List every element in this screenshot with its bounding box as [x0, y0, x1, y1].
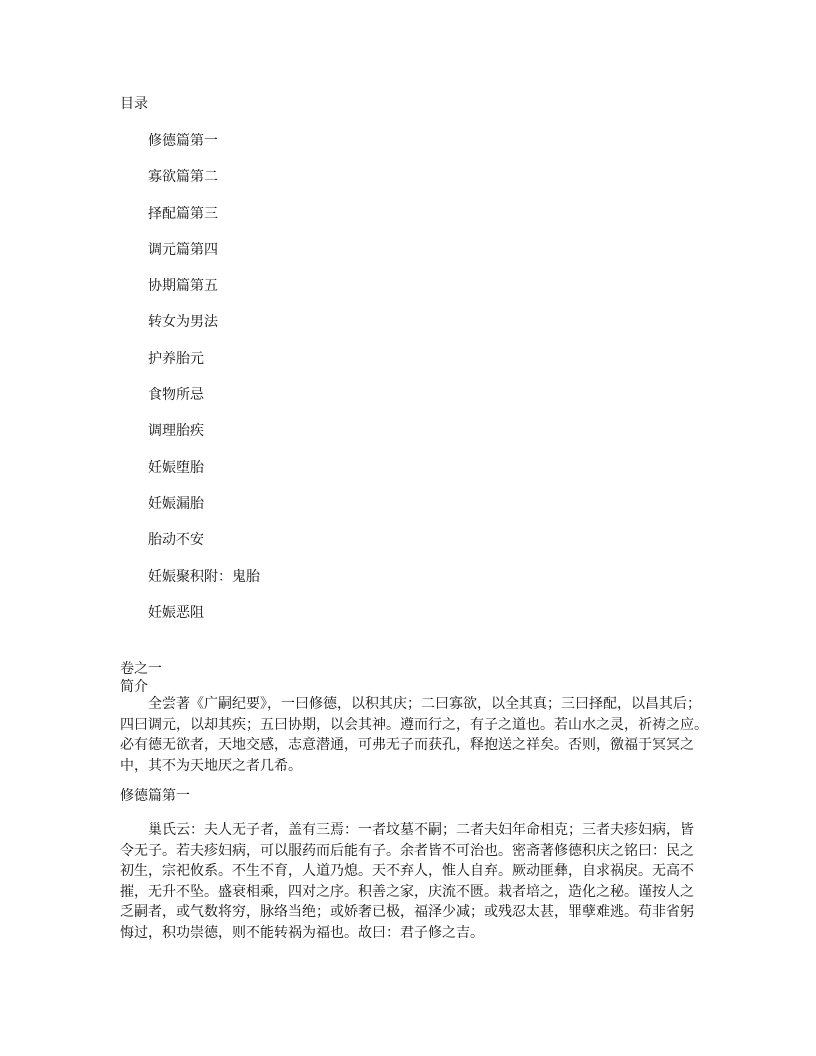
- toc-item-13: 妊娠聚积附：鬼胎: [148, 568, 260, 585]
- table-of-contents: [148, 131, 260, 639]
- chapter-line: 巢氏云：夫人无子者，盖有三焉：一者坟墓不嗣；二者夫妇年命相克；三者夫疹妇病，皆: [148, 822, 694, 838]
- chapter-line: 令无子。若夫疹妇病，可以服药而后能有子。余者皆不可治也。密斋著修德积庆之铭曰：民之: [120, 842, 694, 859]
- intro-line: 全尝著《广嗣纪要》，一曰修德，以积其庆；二曰寡欲，以全其真；三曰择配，以昌其后；: [148, 696, 701, 712]
- chapter-paragraph: [120, 820, 700, 944]
- intro-line: 四曰调元，以却其疾；五曰协期，以会其神。遵而行之，有子之道也。若山水之灵，祈祷之应。: [120, 716, 708, 733]
- intro-line: 必有德无欲者，天地交感，志意潜通，可弗无子而获孔，释抱送之祥矣。否则，徼福于冥冥之: [120, 737, 694, 754]
- chapter-line: 初生，宗祀攸系。不生不育，人道乃熄。天不弃人，惟人自弃。厥动匪彝，自求祸戾。无高不: [120, 863, 694, 880]
- chapter-heading: 修德篇第一: [120, 788, 190, 804]
- toc-item-7: 护养胎元: [148, 350, 204, 367]
- toc-title: 目录: [120, 96, 148, 112]
- toc-item-3: 择配篇第三: [148, 205, 218, 222]
- toc-item-6: 转女为男法: [148, 314, 218, 331]
- toc-item-10: 妊娠堕胎: [148, 459, 204, 476]
- toc-item-11: 妊娠漏胎: [148, 495, 204, 512]
- toc-item-14: 妊娠恶阻: [148, 604, 204, 621]
- toc-item-12: 胎动不安: [148, 532, 204, 549]
- toc-item-5: 协期篇第五: [148, 278, 218, 295]
- toc-item-9: 调理胎疾: [148, 423, 204, 440]
- toc-item-1: 修德篇第一: [148, 133, 218, 149]
- intro-line: 中，其不为天地厌之者几希。: [120, 757, 302, 774]
- volume-title: 卷之一: [120, 661, 162, 677]
- chapter-line: 悔过，积功崇德，则不能转祸为福也。故曰：君子修之吉。: [120, 924, 484, 941]
- toc-item-8: 食物所忌: [148, 387, 204, 404]
- toc-item-2: 寡欲篇第二: [148, 169, 218, 186]
- intro-paragraph: [120, 694, 708, 776]
- intro-heading: 简介: [120, 679, 148, 695]
- toc-item-4: 调元篇第四: [148, 241, 218, 258]
- chapter-line: 摧，无升不坠。盛衰相乘，四对之序。积善之家，庆流不匮。栽者培之，造化之秘。谨按人之: [120, 883, 694, 900]
- chapter-line: 乏嗣者，或气数将穷，脉络当绝；或娇奢已极，福泽少减；或残忍太甚，罪孽难逃。苟非省躬: [120, 904, 694, 921]
